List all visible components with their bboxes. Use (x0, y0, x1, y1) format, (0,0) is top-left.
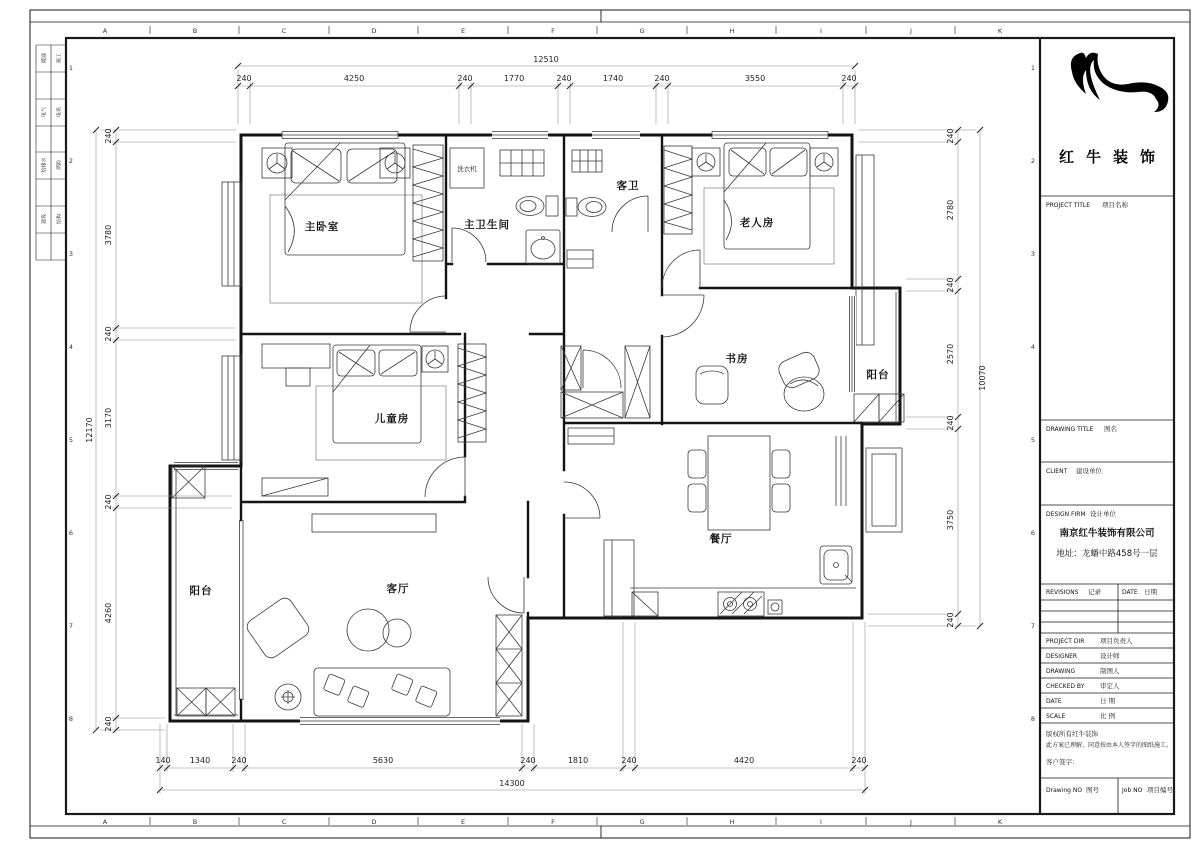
storage (172, 346, 904, 716)
tb-label-en: PROJECT TITLE (1046, 202, 1091, 209)
grid-number: 7 (1030, 622, 1036, 630)
tb-label-en: CHECKED BY (1046, 683, 1085, 690)
dim-label: 10070 (978, 365, 987, 391)
dim-label: 4250 (343, 74, 365, 83)
dim-label: 240 (556, 74, 572, 83)
door-master-bedroom (410, 296, 446, 332)
tb-label-zh: 项目编号 (1147, 786, 1173, 794)
dim-label: 12510 (533, 55, 559, 64)
dim-label: 4420 (733, 756, 755, 765)
dim-label: 4260 (104, 602, 113, 624)
stove (718, 592, 764, 616)
tb-label-zh: 记录 (1088, 588, 1101, 596)
grid-letter: E (460, 818, 466, 826)
dim-label: 240 (946, 277, 955, 293)
stamp-label: 竣工 (56, 52, 63, 64)
tb-label-zh: 图名 (1104, 425, 1117, 433)
grid-number: 6 (68, 529, 74, 537)
bay-window (856, 155, 874, 345)
dim-label: 240 (520, 756, 536, 765)
dim-label: 240 (946, 612, 955, 628)
tb-label-zh: 制图人 (1100, 667, 1120, 675)
signature-label: 客户签字： (1046, 758, 1079, 766)
grid-number: 5 (68, 436, 74, 444)
study-furniture (696, 349, 824, 411)
dim-label: 2570 (946, 343, 955, 365)
tb-label-zh: 建设单位 (1076, 467, 1102, 475)
grid-letter: I (820, 27, 822, 35)
stamp-label: 暖通 (41, 52, 48, 64)
grid-letter: C (281, 27, 287, 35)
dim-label: 240 (104, 494, 113, 510)
door-study (662, 295, 704, 337)
stamp-strip (36, 45, 66, 260)
dim-label: 240 (457, 74, 473, 83)
dim-label: 1340 (189, 756, 211, 765)
grid-number: 8 (1030, 715, 1036, 723)
grid-letter: D (371, 818, 377, 826)
grid-number: 1 (68, 64, 74, 72)
tb-label-zh: 日期 (1144, 588, 1157, 596)
dim-label: 1770 (503, 74, 525, 83)
room-label: 主卧室 (304, 221, 340, 233)
windows (174, 129, 902, 726)
tb-label-en: PROJECT DIR (1046, 638, 1085, 645)
grid-number: 3 (1030, 250, 1036, 258)
dim-label: 12170 (85, 417, 94, 443)
tb-label-en: REVISIONS (1046, 589, 1079, 596)
bay-window (222, 182, 241, 286)
dim-label: 1810 (567, 756, 589, 765)
door-guest-bath (612, 196, 648, 232)
room-label: 书房 (725, 353, 749, 365)
stamp-label: 电讯 (56, 106, 63, 118)
dim-label: 14300 (499, 779, 525, 788)
kids-room-furniture (262, 344, 486, 460)
tb-label-en: SCALE (1046, 713, 1066, 720)
grid-letter: K (997, 818, 1003, 826)
grid-number: 2 (68, 157, 74, 165)
room-label: 客厅 (386, 583, 410, 595)
grid-letter: B (192, 818, 198, 826)
grid-number: 7 (68, 622, 74, 630)
tb-label-zh: 日 期 (1100, 697, 1116, 705)
brand-name: 红牛装饰 (1058, 148, 1168, 166)
dim-label: 2780 (946, 199, 955, 221)
tb-label-zh: 项目名称 (1102, 201, 1128, 209)
tv-cabinet (312, 514, 436, 532)
room-label: 阳台 (866, 369, 890, 381)
logo-bull-icon (1071, 53, 1168, 112)
dim-label: 3170 (104, 407, 113, 429)
dim-label: 240 (104, 716, 113, 732)
tb-label-en: Drawing NO (1046, 787, 1083, 794)
stamp-label: 结构 (56, 213, 63, 225)
grid-letter: D (371, 27, 377, 35)
copyright-note: 版权所有红牛装饰 (1046, 730, 1098, 738)
grid-number: 8 (68, 715, 74, 723)
dim-label: 240 (104, 326, 113, 342)
dim-label: 3750 (946, 509, 955, 531)
grid-number: 2 (1030, 157, 1036, 165)
bay-window (222, 356, 241, 460)
tb-label-zh: 项目负责人 (1100, 637, 1133, 645)
living-room-furniture (244, 514, 450, 716)
grid-letter: G (639, 818, 645, 826)
tb-label-en: DESIGN FIRM (1046, 511, 1086, 518)
dining-table (708, 436, 770, 530)
stamp-label: 消防 (56, 159, 63, 171)
grid-letter: K (997, 27, 1003, 35)
grid-letter: A (102, 818, 108, 826)
tb-label-zh: 比 例 (1100, 712, 1116, 720)
tb-label-zh: 图号 (1086, 786, 1099, 794)
sink (820, 546, 852, 584)
tb-label-en: DATE (1122, 589, 1138, 596)
stamp-label: 电气 (41, 106, 48, 118)
room-label: 客卫 (616, 180, 640, 192)
grid-letter: F (551, 818, 555, 826)
tb-label-en: DESIGNER (1046, 653, 1078, 660)
tb-label-en: CLIENT (1046, 468, 1068, 475)
grid-number: 4 (1030, 343, 1036, 351)
door-elder-room (662, 250, 700, 288)
dim-label: 5630 (372, 756, 394, 765)
room-label: 主卫生间 (464, 219, 510, 231)
title-block (1040, 53, 1174, 814)
dim-label: 240 (236, 74, 252, 83)
room-label: 餐厅 (709, 533, 733, 545)
copyright-note: 此方案已理解、同意按由本人签字的图纸施工。 (1046, 742, 1173, 749)
dim-label: 140 (155, 756, 171, 765)
tb-label-zh: 设计师 (1100, 652, 1120, 660)
grid-number: 5 (1030, 436, 1036, 444)
tb-label-en: DRAWING TITLE (1046, 426, 1094, 433)
dim-label: 240 (851, 756, 867, 765)
tb-label-en: DRAWING (1046, 668, 1076, 675)
door-kids-room (425, 457, 465, 497)
grid-number: 6 (1030, 529, 1036, 537)
design-firm-name: 南京红牛装饰有限公司 (1059, 528, 1155, 539)
grid-letter: B (192, 27, 198, 35)
doors (410, 196, 704, 613)
master-bedroom-furniture (262, 143, 443, 303)
grid-letter: J (910, 818, 912, 826)
grid-number: 3 (68, 250, 74, 258)
dim-label: 240 (231, 756, 247, 765)
grid-letter: C (281, 818, 287, 826)
stamp-label: 建筑 (41, 213, 48, 225)
room-label: 洗衣机 (457, 165, 477, 173)
dim-label: 3550 (744, 74, 766, 83)
dining-kitchen-furniture (568, 428, 856, 616)
grid-letter: H (729, 27, 735, 35)
grid-letter: F (551, 27, 555, 35)
door-dining (564, 482, 600, 518)
grid-number: 1 (1030, 64, 1036, 72)
door-entry (488, 577, 524, 613)
dim-label: 240 (654, 74, 670, 83)
grid-letter: J (910, 27, 912, 35)
dim-label: 1740 (602, 74, 624, 83)
door-master-bath (452, 228, 486, 262)
grid-letter: A (102, 27, 108, 35)
room-label: 儿童房 (374, 413, 410, 425)
grid-letter: E (460, 27, 466, 35)
ac-platform (866, 448, 902, 532)
balcony-slider (240, 520, 244, 700)
grid-letter: G (639, 27, 645, 35)
grid-references (69, 26, 1035, 826)
dim-label: 240 (104, 128, 113, 144)
tb-label-en: DATE (1046, 698, 1062, 705)
tb-label-zh: 设计单位 (1090, 510, 1116, 518)
grid-letter: I (820, 818, 822, 826)
dim-label: 3780 (104, 224, 113, 246)
room-label: 阳台 (189, 585, 213, 597)
grid-letter: H (729, 818, 735, 826)
dim-label: 240 (946, 128, 955, 144)
grid-number: 4 (68, 343, 74, 351)
design-firm-address: 地址：龙蟠中路458号一层 (1056, 549, 1158, 559)
room-label: 老人房 (739, 217, 775, 229)
exterior-walls (170, 135, 900, 721)
dim-label: 240 (621, 756, 637, 765)
tb-label-zh: 审定人 (1100, 682, 1120, 690)
dim-label: 240 (841, 74, 857, 83)
dim-label: 240 (946, 415, 955, 431)
stamp-label: 给排水 (41, 157, 48, 173)
elder-room-furniture (664, 143, 838, 264)
tb-label-en: Job NO (1122, 787, 1143, 794)
floor-plan (170, 129, 904, 726)
